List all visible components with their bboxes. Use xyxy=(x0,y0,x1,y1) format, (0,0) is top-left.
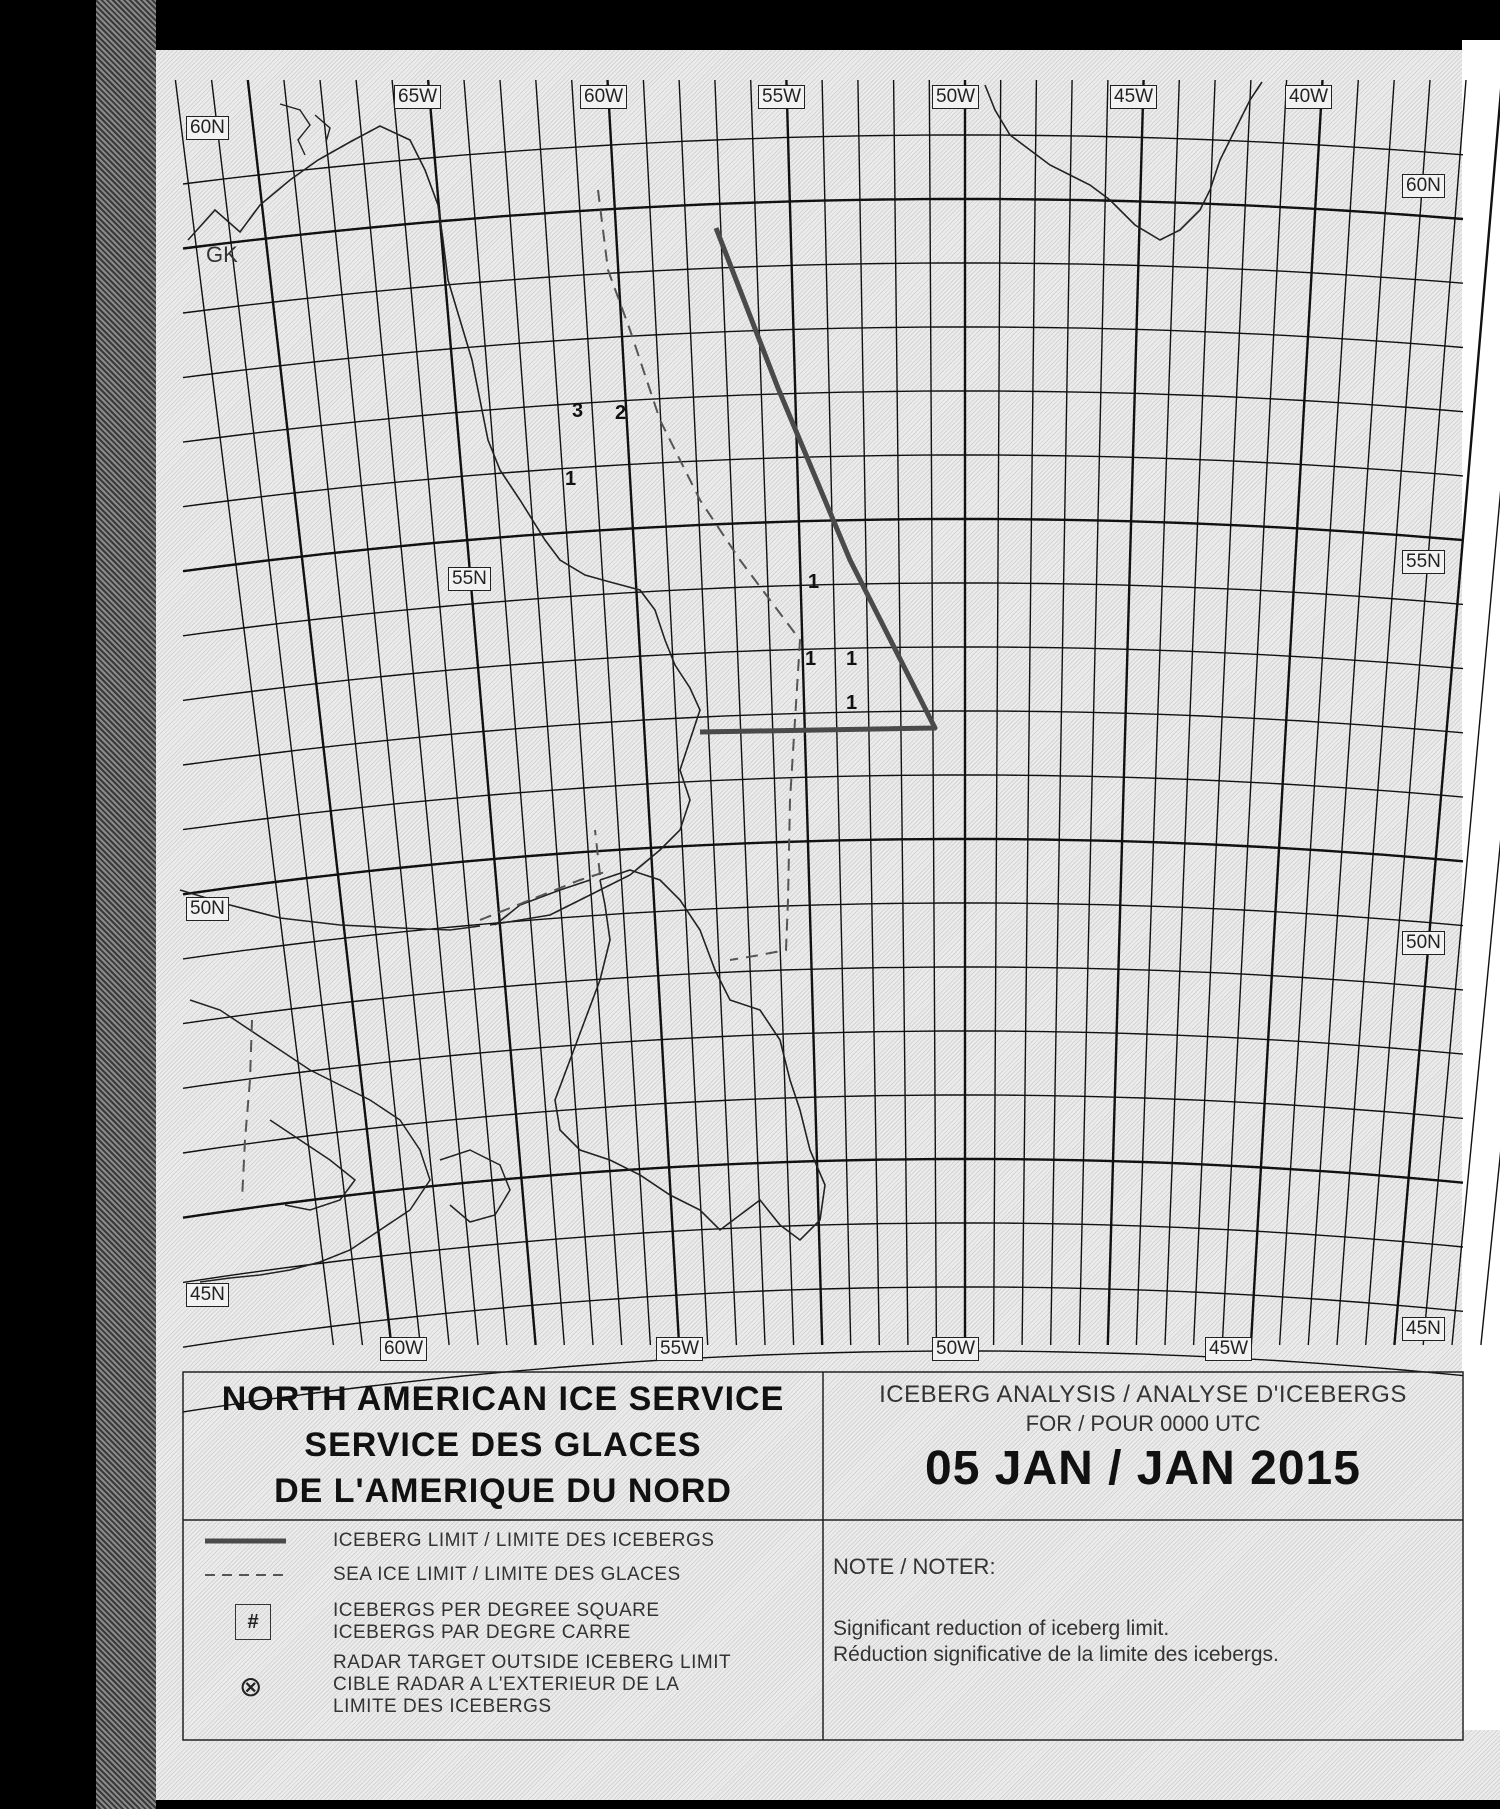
legend-per-square-en: ICEBERGS PER DEGREE SQUARE xyxy=(333,1600,660,1621)
lon-label-bottom-45w: 45W xyxy=(1205,1337,1252,1361)
lon-label-top-65w: 65W xyxy=(394,85,441,109)
iceberg-count: 1 xyxy=(565,468,577,490)
analysis-header xyxy=(823,1372,1463,1520)
meridian-line xyxy=(1452,80,1500,1345)
agency-title-line2: SERVICE DES GLACES xyxy=(304,1426,702,1464)
legend-iceberg-limit: ICEBERG LIMIT / LIMITE DES ICEBERGS xyxy=(333,1530,715,1551)
lon-label-bottom-50w: 50W xyxy=(932,1337,979,1361)
parallel-line xyxy=(183,1031,1463,1088)
meridian-line xyxy=(392,80,507,1345)
agency-title xyxy=(183,1372,823,1520)
parallel-line xyxy=(183,391,1463,442)
iceberg-count: 1 xyxy=(808,571,820,593)
coastline-maritimes xyxy=(190,1000,430,1282)
degree-square-symbol-mark: # xyxy=(247,1611,259,1633)
degree-square-symbol xyxy=(235,1604,271,1640)
lon-label-top-60w: 60W xyxy=(580,85,627,109)
lat-label-left-55n: 55N xyxy=(448,567,491,591)
legend-sea-ice-limit: SEA ICE LIMIT / LIMITE DES GLACES xyxy=(333,1564,681,1585)
lon-label-top-45w: 45W xyxy=(1110,85,1157,109)
parallel-line xyxy=(183,775,1463,830)
agency-title-line1: NORTH AMERICAN ICE SERVICE xyxy=(221,1380,785,1418)
coastline-newfoundland xyxy=(555,870,825,1240)
analysis-time: FOR / POUR 0000 UTC xyxy=(1025,1411,1261,1436)
parallel-line xyxy=(183,519,1463,571)
meridian-line xyxy=(929,80,936,1345)
map-legend xyxy=(183,1520,823,1740)
meridian-line xyxy=(994,80,1001,1345)
iceberg-limit xyxy=(700,228,935,732)
lon-label-bottom-55w: 55W xyxy=(656,1337,703,1361)
lat-label-right-45n: 45N xyxy=(1402,1317,1445,1341)
analysis-title: ICEBERG ANALYSIS / ANALYSE D'ICEBERGS xyxy=(879,1381,1407,1408)
parallel-line xyxy=(183,839,1463,894)
lon-label-bottom-60w: 60W xyxy=(380,1337,427,1361)
meridian-line xyxy=(894,80,908,1345)
note-panel xyxy=(823,1520,1463,1740)
note-english: Significant reduction of iceberg limit. xyxy=(833,1617,1170,1640)
lat-label-right-55n: 55N xyxy=(1402,550,1445,574)
meridian-line xyxy=(1481,80,1500,1345)
iceberg-count: 3 xyxy=(572,400,584,422)
parallel-line xyxy=(183,647,1463,700)
legend-radar-line2: CIBLE RADAR A L'EXTERIEUR DE LA xyxy=(333,1674,680,1695)
legend-radar-line1: RADAR TARGET OUTSIDE ICEBERG LIMIT xyxy=(333,1652,732,1673)
meridian-line xyxy=(1022,80,1036,1345)
lon-label-top-50w: 50W xyxy=(932,85,979,109)
iceberg-count: 1 xyxy=(846,692,858,714)
agency-title-line3: DE L'AMERIQUE DU NORD xyxy=(274,1472,732,1510)
meridian-line xyxy=(175,80,333,1345)
lat-label-right-50n: 50N xyxy=(1402,931,1445,955)
lat-label-right-60n: 60N xyxy=(1402,174,1445,198)
analysis-date: 05 JAN / JAN 2015 xyxy=(925,1442,1361,1495)
meridian-line xyxy=(1280,80,1359,1345)
meridian-line xyxy=(356,80,478,1345)
latitude-grid xyxy=(183,135,1463,1412)
iceberg-count: 1 xyxy=(805,648,817,670)
sea-ice-limit-gulf xyxy=(242,830,605,1200)
lon-label-top-55w: 55W xyxy=(758,85,805,109)
lat-label-left-60n: 60N xyxy=(186,116,229,140)
parallel-line xyxy=(183,199,1463,249)
lon-label-top-40w: 40W xyxy=(1285,85,1332,109)
meridian-line xyxy=(572,80,651,1345)
meridian-line xyxy=(284,80,420,1345)
iceberg-count: 2 xyxy=(615,402,627,424)
iceberg-limit-swatch xyxy=(203,1530,288,1552)
note-heading: NOTE / NOTER: xyxy=(833,1554,996,1579)
parallel-line xyxy=(183,1223,1463,1282)
parallel-line xyxy=(183,583,1463,636)
sea-ice-limit-swatch xyxy=(203,1564,288,1586)
parallel-line xyxy=(183,327,1463,378)
parallel-line xyxy=(183,711,1463,765)
meridian-line xyxy=(248,80,391,1345)
lat-label-left-50n: 50N xyxy=(186,897,229,921)
coastline-cape-breton xyxy=(440,1150,510,1222)
radar-target-icon: ⊗ xyxy=(239,1671,263,1702)
legend-radar-line3: LIMITE DES ICEBERGS xyxy=(333,1696,552,1717)
note-french: Réduction significative de la limite des icebergs. xyxy=(833,1643,1279,1666)
iceberg-count: 1 xyxy=(846,648,858,670)
lat-label-left-45n: 45N xyxy=(186,1283,229,1307)
meridian-line xyxy=(1394,80,1500,1345)
place-label-gk: GK xyxy=(206,242,238,267)
meridian-line xyxy=(1423,80,1500,1345)
legend-per-square-fr: ICEBERGS PAR DEGRE CARRE xyxy=(333,1622,631,1643)
